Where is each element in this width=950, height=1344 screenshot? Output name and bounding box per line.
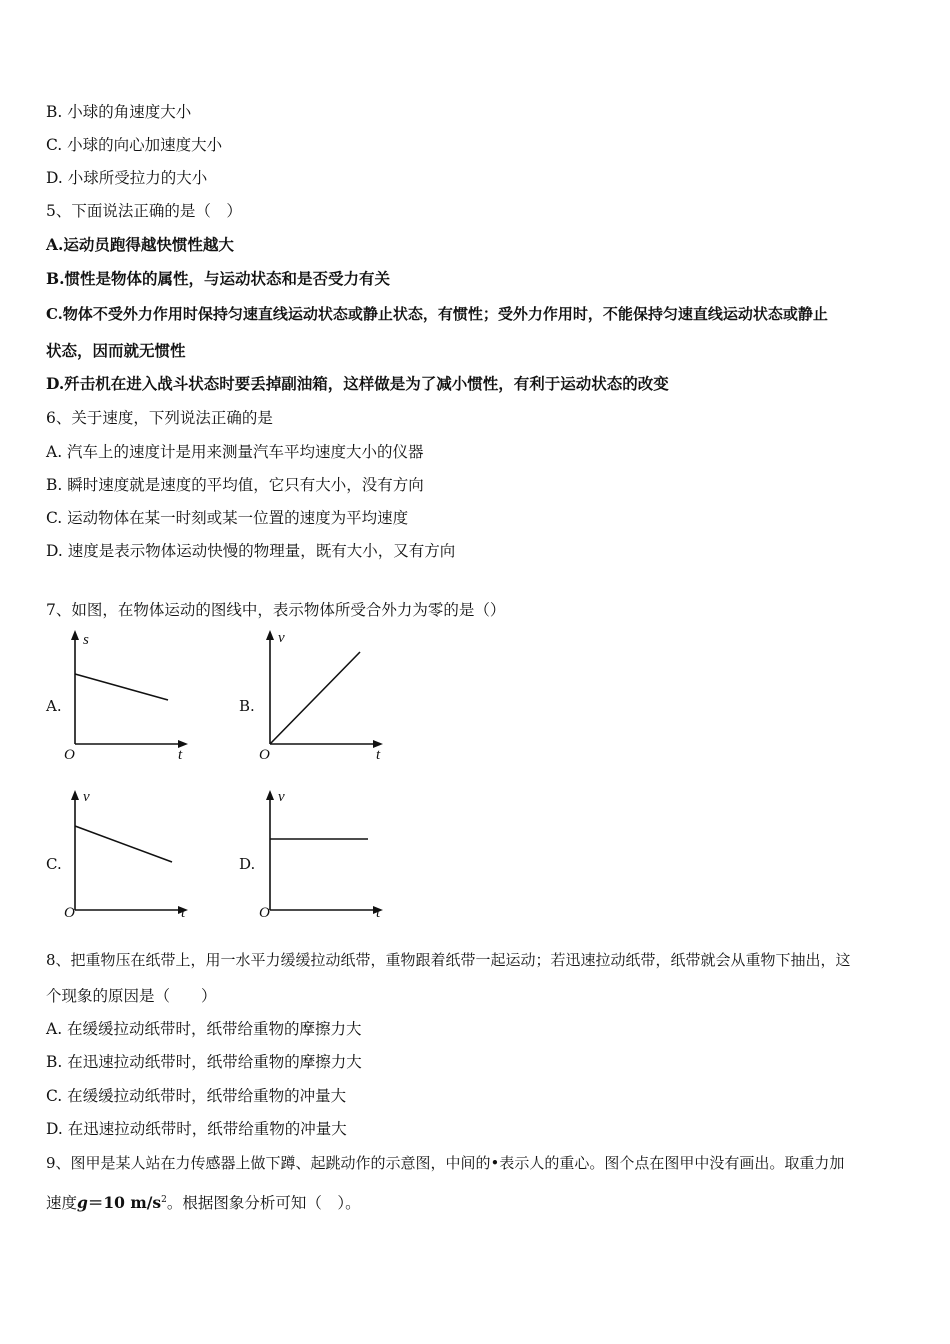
q9-g-symbol: g (77, 1193, 88, 1213)
q7-graph-a-origin: O (64, 747, 75, 763)
q7-graph-d (255, 786, 395, 924)
q7-graph-a-line (75, 674, 168, 700)
q4-option-c: C. 小球的向心加速度大小 (46, 136, 223, 154)
q9-g-exponent: 2 (161, 1195, 167, 1205)
q7-graph-c-label: C. (46, 855, 62, 873)
q6-stem: 6、关于速度，下列说法正确的是 (46, 409, 273, 427)
q7-graph-c-x-axis: t (181, 905, 186, 921)
q8-option-a: A. 在缓缓拉动纸带时，纸带给重物的摩擦力大 (46, 1020, 362, 1038)
q7-graph-c (60, 786, 200, 924)
q8-stem-line1: 8、把重物压在纸带上，用一水平力缓缓拉动纸带，重物跟着纸带一起运动；若迅速拉动纸带，纸带就会从重物下抽出，这 (46, 951, 851, 969)
q7-graph-a-y-axis: s (83, 632, 89, 648)
q6-option-c: C. 运动物体在某一时刻或某一位置的速度为平均速度 (46, 509, 409, 527)
q5-option-d: D.歼击机在进入战斗状态时要丢掉副油箱，这样做是为了减小惯性，有利于运动状态的改变 (46, 374, 669, 393)
q5-option-a: A.运动员跑得越快惯性越大 (46, 235, 234, 254)
q7-graph-a-x-axis: t (178, 747, 183, 763)
q8-stem-line2: 个现象的原因是（ ） (46, 987, 217, 1005)
q5-option-b: B.惯性是物体的属性，与运动状态和是否受力有关 (46, 269, 390, 288)
q7-graph-d-label: D. (239, 855, 256, 873)
q7-graph-a-label: A. (46, 697, 62, 715)
q7-graph-c-y-axis: v (83, 789, 90, 805)
q8-option-c: C. 在缓缓拉动纸带时，纸带给重物的冲量大 (46, 1087, 347, 1105)
q4-option-d: D. 小球所受拉力的大小 (46, 169, 208, 187)
q6-option-d: D. 速度是表示物体运动快慢的物理量，既有大小，又有方向 (46, 542, 456, 560)
q8-option-d: D. 在迅速拉动纸带时，纸带给重物的冲量大 (46, 1120, 347, 1138)
q7-graph-b-origin: O (259, 747, 270, 763)
q5-option-c-line1: C.物体不受外力作用时保持匀速直线运动状态或静止状态，有惯性；受外力作用时，不能保持匀速直线运动状态或静止 (46, 305, 828, 323)
q7-graph-d-origin: O (259, 905, 270, 921)
q7-graph-b-label: B. (239, 697, 255, 715)
q7-graph-b-x-axis: t (376, 747, 381, 763)
q9-g-value: ＝10 m/s (87, 1193, 162, 1213)
q6-option-b: B. 瞬时速度就是速度的平均值，它只有大小，没有方向 (46, 476, 424, 494)
q5-stem: 5、下面说法正确的是（ ） (46, 202, 242, 220)
q9-line2-prefix: 速度 (46, 1194, 78, 1213)
q7-graph-d-y-axis: v (278, 789, 285, 805)
q7-graph-b-line (270, 652, 360, 744)
q7-graph-c-line (75, 826, 172, 862)
q4-option-b: B. 小球的角速度大小 (46, 103, 192, 121)
q7-graph-b-y-axis: v (278, 630, 285, 646)
q5-option-c-line2: 状态，因而就无惯性 (46, 341, 186, 360)
q7-stem: 7、如图，在物体运动的图线中，表示物体所受合外力为零的是（） (46, 601, 506, 619)
q7-graph-c-origin: O (64, 905, 75, 921)
q9-line2-suffix: 。根据图象分析可知（ ）。 (166, 1194, 361, 1213)
q7-graph-d-x-axis: t (376, 905, 381, 921)
q7-graph-b (255, 628, 395, 766)
q7-graph-a (60, 628, 200, 766)
q9-stem-line2 (46, 1190, 910, 1213)
q8-option-b: B. 在迅速拉动纸带时，纸带给重物的摩擦力大 (46, 1053, 362, 1071)
q9-stem-line1: 9、图甲是某人站在力传感器上做下蹲、起跳动作的示意图，中间的•表示人的重心。图个点在图甲中没有画出。取重力加 (46, 1154, 845, 1172)
q6-option-a: A. 汽车上的速度计是用来测量汽车平均速度大小的仪器 (46, 443, 424, 461)
